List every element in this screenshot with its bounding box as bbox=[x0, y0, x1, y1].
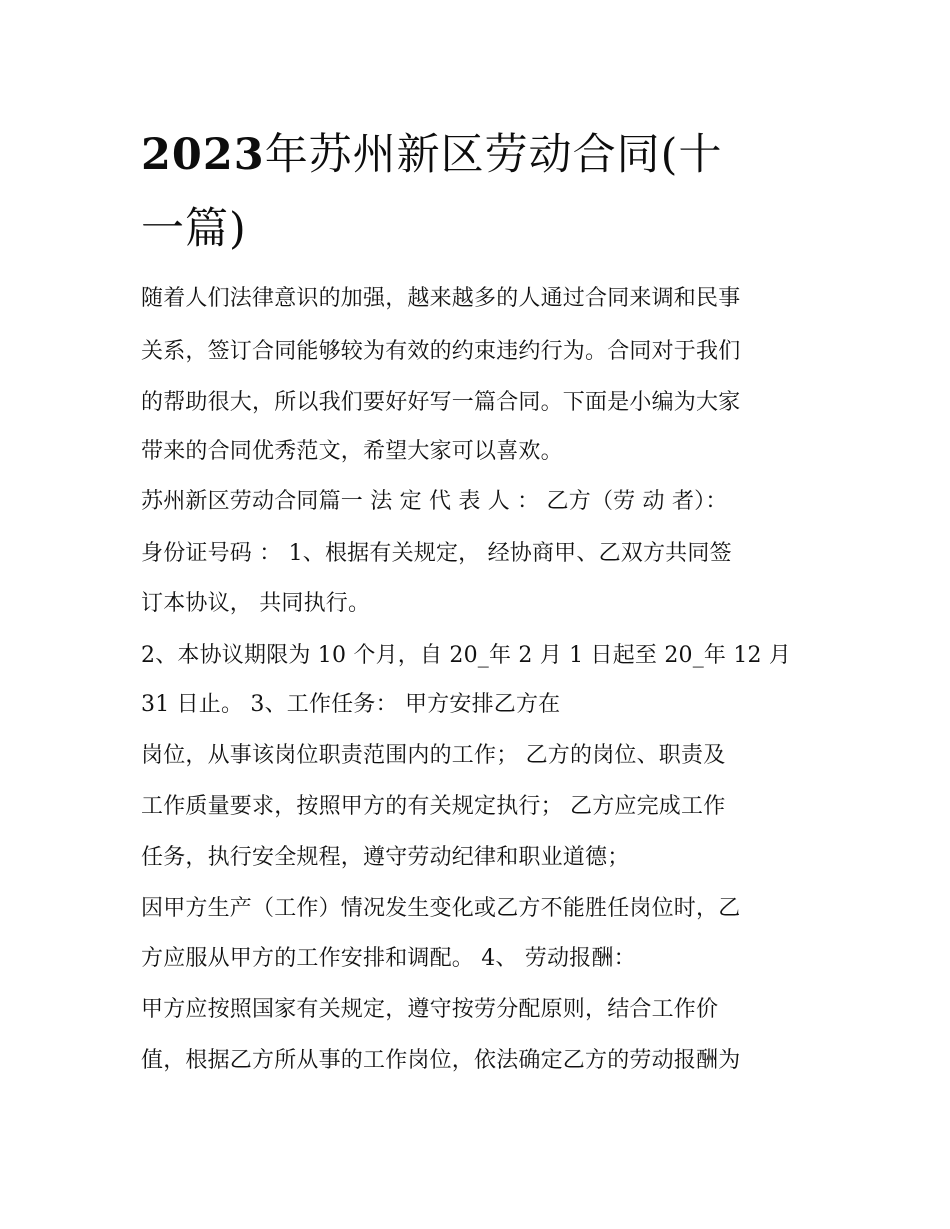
text-line-6: 身份证号码 ： 1、根据有关规定， 经协商甲、乙双方共同签 bbox=[141, 541, 732, 566]
text-line-8: 2、本协议期限为 10 个月，自 20_年 2 月 1 日起至 20_年 12 月 bbox=[141, 643, 792, 668]
text-line-7: 订本协议， 共同执行。 bbox=[141, 591, 371, 616]
text-line-15: 甲方应按照国家有关规定，遵守按劳分配原则，结合工作价 bbox=[141, 997, 719, 1022]
text-line-9: 31 日止。 3、工作任务： 甲方安排乙方在 bbox=[141, 692, 561, 717]
text-line-4: 带来的合同优秀范文，希望大家可以喜欢。 bbox=[141, 439, 563, 464]
text-line-3: 的帮助很大，所以我们要好好写一篇合同。下面是小编为大家 bbox=[141, 390, 741, 415]
text-line-14: 方应服从甲方的工作安排和调配。 4、 劳动报酬： bbox=[141, 946, 636, 971]
page-title bbox=[141, 118, 801, 266]
text-line-2: 关系，签订合同能够较为有效的约束违约行为。合同对于我们 bbox=[141, 339, 741, 364]
title-year: 2023 bbox=[141, 130, 265, 180]
text-line-16: 值，根据乙方所从事的工作岗位，依法确定乙方的劳动报酬为 bbox=[141, 1048, 741, 1073]
text-line-11: 工作质量要求，按照甲方的有关规定执行； 乙方应完成工作 bbox=[141, 794, 726, 819]
text-line-13: 因甲方生产（工作）情况发生变化或乙方不能胜任岗位时，乙 bbox=[141, 896, 741, 921]
text-line-10: 岗位，从事该岗位职责范围内的工作； 乙方的岗位、职责及 bbox=[141, 743, 726, 768]
text-line-12: 任务，执行安全规程，遵守劳动纪律和职业道德； bbox=[141, 845, 630, 870]
text-line-5: 苏州新区劳动合同篇一 法 定 代 表 人 ： 乙方（劳 动 者）： bbox=[141, 489, 728, 514]
title-line-2: 一篇) bbox=[141, 204, 247, 254]
title-line-1: 年苏州新区劳动合同(十 bbox=[264, 130, 723, 180]
text-line-1: 随着人们法律意识的加强，越来越多的人通过合同来调和民事 bbox=[141, 286, 741, 311]
